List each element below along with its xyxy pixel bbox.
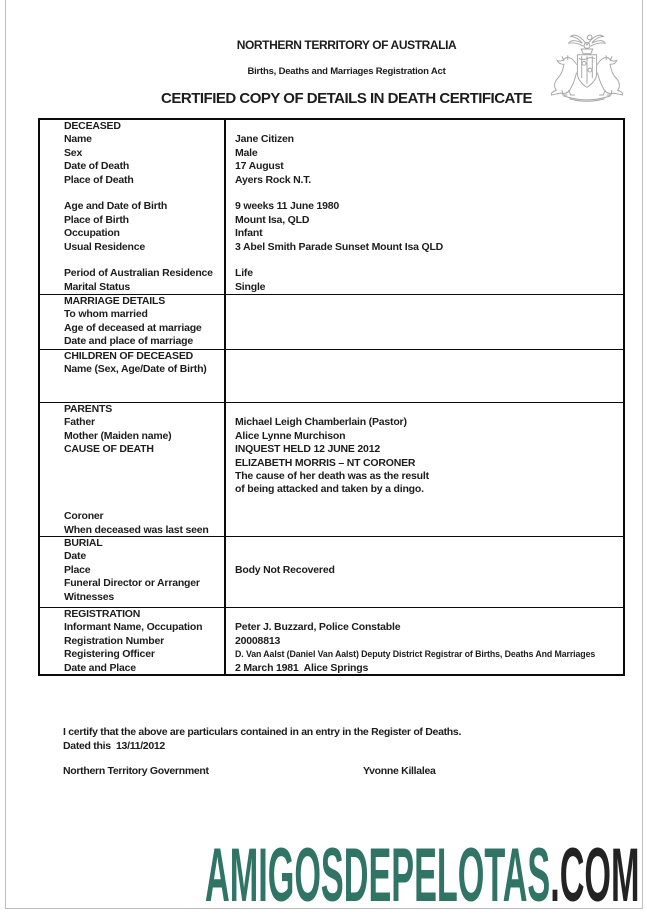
field-label: Name (Sex, Age/Date of Birth) — [64, 363, 207, 376]
table-row — [40, 241, 623, 254]
nt-coat-of-arms-icon — [539, 24, 635, 120]
field-value: Body Not Recovered — [235, 563, 335, 576]
table-row — [40, 322, 623, 335]
watermark-tld: .COM — [550, 833, 640, 916]
field-value — [224, 577, 623, 590]
field-value: ELIZABETH MORRIS – NT CORONER — [235, 456, 416, 469]
signatory-name: Yvonne Killalea — [363, 765, 436, 777]
table-row — [40, 416, 623, 429]
section-title: BURIAL — [64, 537, 103, 549]
field-value — [224, 497, 623, 510]
table-row — [40, 524, 623, 536]
field-value — [224, 608, 623, 621]
table-row — [40, 350, 623, 363]
field-label: Registration Number — [64, 634, 165, 647]
field-value: Male — [235, 146, 258, 159]
field-value: 9 weeks 11 June 1980 — [235, 200, 339, 213]
field-value — [224, 254, 623, 267]
section-title: PARENTS — [64, 403, 112, 415]
field-label: Sex — [64, 146, 83, 159]
field-label: Date and place of marriage — [64, 335, 194, 348]
section-burial — [40, 536, 623, 607]
field-label — [40, 497, 224, 510]
field-value — [224, 537, 623, 550]
government-label: Northern Territory Government — [63, 765, 209, 777]
field-label: Place of Birth — [64, 213, 129, 226]
field-label — [40, 187, 224, 200]
field-value: 2 March 1981 Alice Springs — [235, 661, 369, 674]
table-row — [40, 470, 623, 483]
field-label — [40, 483, 224, 496]
field-value — [224, 187, 623, 200]
field-value — [224, 350, 623, 363]
field-label: Witnesses — [64, 590, 115, 603]
field-label: Period of Australian Residence — [64, 267, 213, 280]
field-label: Usual Residence — [64, 240, 146, 253]
field-value: Mount Isa, QLD — [235, 213, 310, 226]
section-children-of-deceased — [40, 349, 623, 402]
field-value: The cause of her death was as the result — [235, 470, 429, 483]
field-value: Infant — [235, 227, 263, 240]
table-row — [40, 133, 623, 146]
field-value: Peter J. Buzzard, Police Constable — [235, 621, 401, 634]
dated-line: Dated this 13/11/2012 — [63, 740, 165, 752]
table-row — [40, 662, 623, 674]
act-subtitle: Births, Deaths and Marriages Registration Act — [247, 66, 446, 77]
table-row — [40, 537, 623, 550]
field-label: Date — [64, 550, 86, 563]
table-row — [40, 147, 623, 160]
field-value — [224, 308, 623, 321]
field-value: Jane Citizen — [235, 133, 294, 146]
field-value: 3 Abel Smith Parade Sunset Mount Isa QLD — [235, 240, 444, 253]
table-row — [40, 214, 623, 227]
table-row — [40, 335, 623, 348]
field-label — [40, 470, 224, 483]
field-label: Father — [64, 416, 95, 429]
field-label: Age and Date of Birth — [64, 200, 168, 213]
table-row — [40, 200, 623, 213]
table-row — [40, 120, 623, 133]
field-label: Age of deceased at marriage — [64, 321, 202, 334]
table-row — [40, 281, 623, 294]
field-value: 17 August — [235, 160, 284, 173]
section-title: MARRIAGE DETAILS — [64, 295, 166, 307]
table-row — [40, 160, 623, 173]
table-row — [40, 635, 623, 648]
field-label: Occupation — [64, 227, 120, 240]
field-value: Michael Leigh Chamberlain (Pastor) — [235, 416, 407, 429]
field-label: Mother (Maiden name) — [64, 429, 172, 442]
table-row — [40, 648, 623, 661]
table-row — [40, 403, 623, 416]
field-label — [40, 254, 224, 267]
table-row — [40, 483, 623, 496]
field-label: When deceased was last seen — [64, 523, 209, 536]
field-label: Date of Death — [64, 160, 130, 173]
org-title: NORTHERN TERRITORY OF AUSTRALIA — [236, 38, 457, 52]
field-label: To whom married — [64, 308, 148, 321]
field-value — [224, 295, 623, 308]
section-registration — [40, 607, 623, 674]
page-title: CERTIFIED COPY OF DETAILS IN DEATH CERTIFICATE — [161, 90, 532, 107]
watermark-name: AMIGOSDEPELOTAS — [205, 833, 551, 916]
field-label: Registering Officer — [64, 648, 155, 661]
table-row — [40, 608, 623, 621]
section-parents — [40, 402, 623, 536]
section-title: REGISTRATION — [64, 608, 141, 620]
field-label: Date and Place — [64, 661, 136, 674]
field-label: Place — [64, 563, 91, 576]
field-value — [224, 591, 623, 604]
table-row — [40, 187, 623, 200]
field-value — [224, 510, 623, 523]
field-label: Place of Death — [64, 173, 134, 186]
field-label: Informant Name, Occupation — [64, 621, 203, 634]
field-value: of being attacked and taken by a dingo. — [235, 483, 424, 496]
section-marriage-details — [40, 294, 623, 349]
field-value — [224, 120, 623, 133]
field-label: CAUSE OF DEATH — [64, 443, 154, 456]
table-row — [40, 443, 623, 456]
field-value — [224, 550, 623, 563]
field-value: Alice Lynne Murchison — [235, 429, 346, 442]
field-value — [224, 322, 623, 335]
table-row — [40, 363, 623, 376]
table-row — [40, 550, 623, 563]
field-label: Funeral Director or Arranger — [64, 577, 200, 590]
certify-statement: I certify that the above are particulars contained in an entry in the Register of Deaths. — [63, 726, 462, 738]
table-row — [40, 621, 623, 634]
field-value — [224, 403, 623, 416]
table-row — [40, 267, 623, 280]
table-row — [40, 254, 623, 267]
field-value: D. Van Aalst (Daniel Van Aalst) Deputy District Registrar of Births, Deaths And Marriages — [235, 649, 596, 660]
section-title: DECEASED — [64, 120, 121, 132]
field-value: INQUEST HELD 12 JUNE 2012 — [235, 443, 380, 456]
section-title: CHILDREN OF DECEASED — [64, 350, 194, 362]
field-value — [224, 335, 623, 348]
table-row — [40, 497, 623, 510]
table-row — [40, 457, 623, 470]
watermark — [205, 833, 640, 916]
field-label: Coroner — [64, 510, 104, 523]
field-value: Life — [235, 267, 253, 280]
table-row — [40, 510, 623, 523]
field-value — [224, 524, 623, 536]
table-row — [40, 174, 623, 187]
field-label — [40, 457, 224, 470]
certificate-table — [38, 118, 625, 676]
table-row — [40, 577, 623, 590]
field-value — [224, 363, 623, 376]
table-row — [40, 308, 623, 321]
field-value: 20008813 — [235, 634, 281, 647]
table-row — [40, 227, 623, 240]
table-row — [40, 564, 623, 577]
field-value: Single — [235, 280, 266, 293]
table-row — [40, 430, 623, 443]
table-row — [40, 295, 623, 308]
field-value: Ayers Rock N.T. — [235, 173, 311, 186]
table-row — [40, 591, 623, 604]
field-label: Name — [64, 133, 92, 146]
field-label: Marital Status — [64, 280, 131, 293]
section-deceased — [40, 120, 623, 294]
